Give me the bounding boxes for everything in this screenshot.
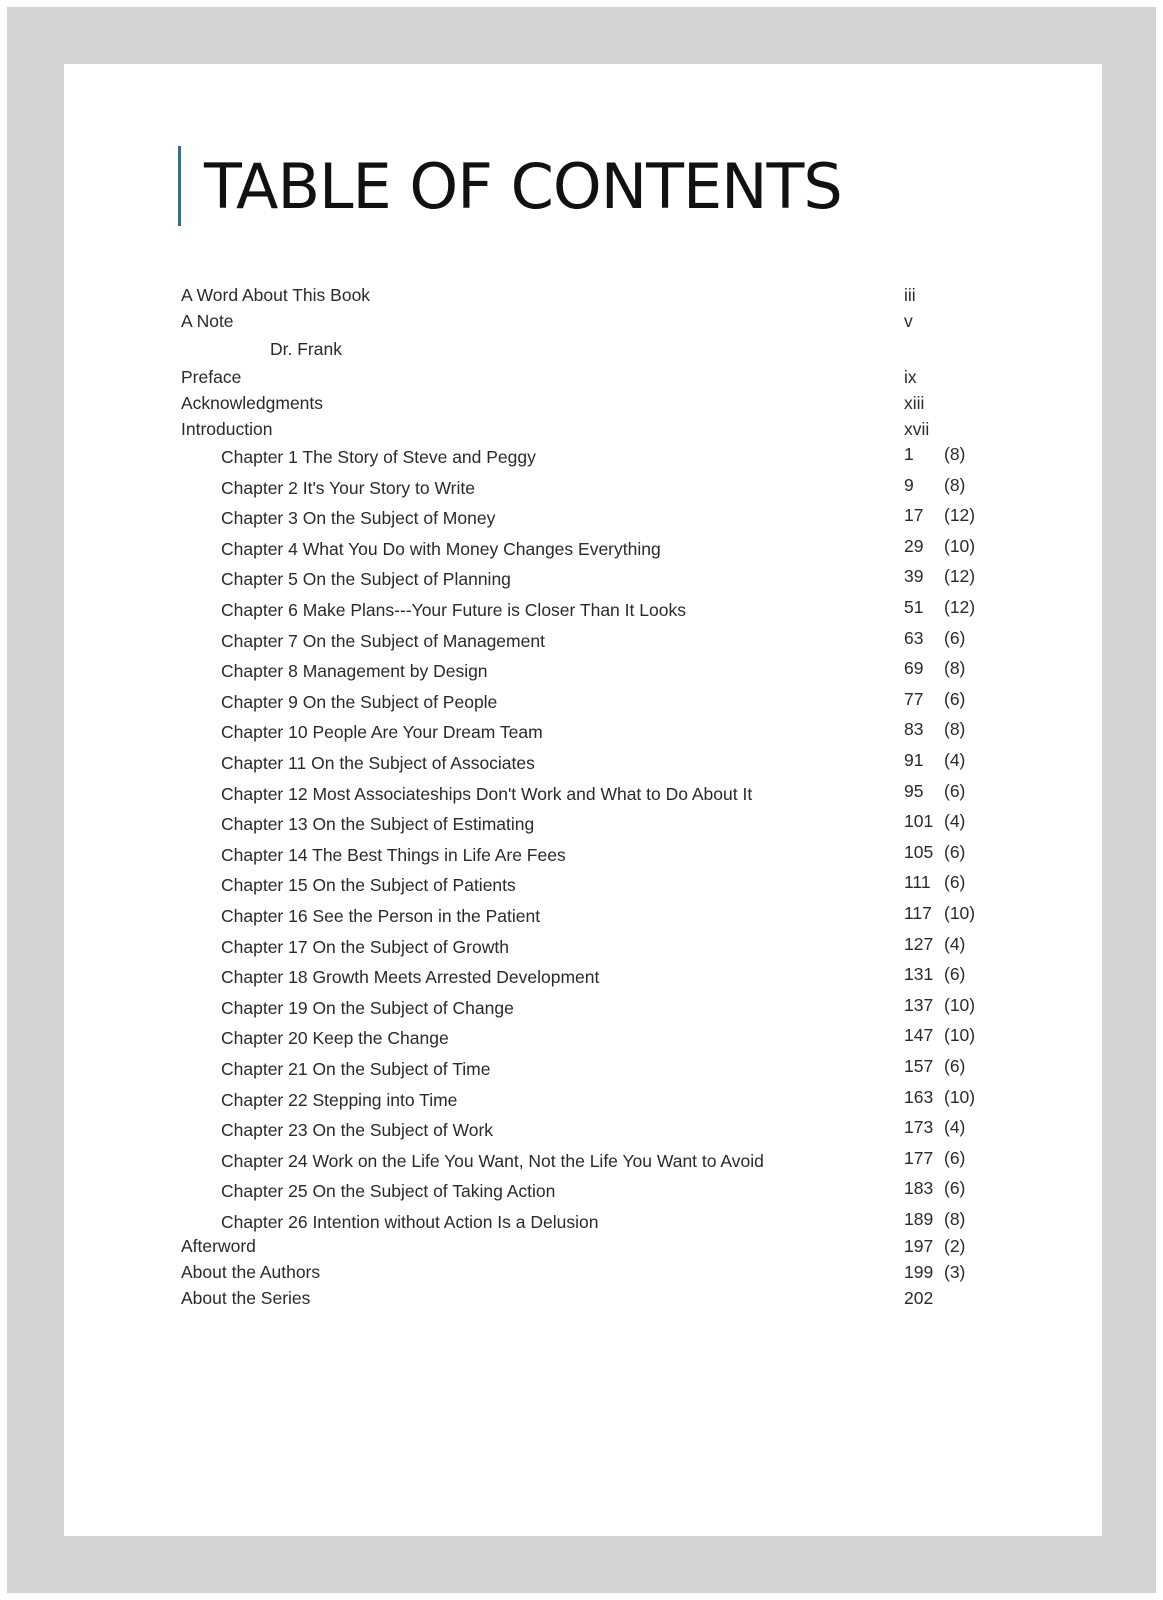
- toc-entry-page-count: (4): [944, 1117, 966, 1137]
- toc-entry[interactable]: [64, 1233, 1102, 1259]
- toc-entry[interactable]: [64, 717, 1102, 743]
- toc-entry[interactable]: [64, 442, 1102, 468]
- toc-entry-title: Chapter 15 On the Subject of Patients: [221, 875, 516, 895]
- toc-entry-title: Chapter 25 On the Subject of Taking Action: [221, 1181, 556, 1201]
- toc-entry[interactable]: [64, 962, 1102, 988]
- toc-entry-page-number: ix: [904, 367, 917, 387]
- toc-entry[interactable]: [64, 1054, 1102, 1080]
- toc-entry-page-number: 157: [904, 1056, 934, 1076]
- toc-entry-title: A Word About This Book: [181, 285, 371, 305]
- toc-entry-title: A Note: [181, 311, 234, 331]
- toc-entry-page-number: 83: [904, 719, 924, 739]
- toc-entry-page-count: (6): [944, 842, 966, 862]
- toc-entry-page-number: 91: [904, 750, 924, 770]
- toc-entry[interactable]: [64, 870, 1102, 896]
- toc-entry-page-number: 173: [904, 1117, 934, 1137]
- toc-entry[interactable]: [64, 1023, 1102, 1049]
- toc-entry-page-number: 163: [904, 1087, 934, 1107]
- toc-entry-page-number: 137: [904, 995, 934, 1015]
- toc-entry-page-number: 131: [904, 964, 934, 984]
- toc-entry[interactable]: [64, 656, 1102, 682]
- toc-entry-title: Chapter 12 Most Associateships Don't Work and What to Do About It: [221, 784, 753, 804]
- toc-entry-page-count: (2): [944, 1236, 966, 1256]
- page-title: TABLE OF CONTENTS: [204, 150, 842, 223]
- document-page: [64, 64, 1102, 1536]
- toc-entry-page-number: 95: [904, 781, 924, 801]
- toc-entry-page-number: 77: [904, 689, 924, 709]
- toc-entry-page-count: (6): [944, 1148, 966, 1168]
- toc-entry-page-number: 117: [904, 903, 932, 923]
- toc-entry-page-count: (6): [944, 1178, 966, 1198]
- toc-entry-page-number: 202: [904, 1288, 934, 1308]
- toc-entry[interactable]: [64, 779, 1102, 805]
- toc-entry-page-count: (8): [944, 719, 966, 739]
- toc-entry[interactable]: [64, 595, 1102, 621]
- toc-entry-title: Chapter 1 The Story of Steve and Peggy: [221, 447, 536, 467]
- toc-entry-page-number: 127: [904, 934, 934, 954]
- toc-entry-page-count: (6): [944, 964, 966, 984]
- toc-entry[interactable]: [64, 809, 1102, 835]
- toc-entry-page-number: 183: [904, 1178, 934, 1198]
- toc-entry[interactable]: [64, 1146, 1102, 1172]
- toc-entry[interactable]: [64, 503, 1102, 529]
- toc-entry-page-number: 9: [904, 475, 914, 495]
- toc-entry-page-count: (4): [944, 811, 966, 831]
- toc-entry-title: About the Authors: [181, 1262, 321, 1282]
- toc-entry[interactable]: [64, 564, 1102, 590]
- toc-entry[interactable]: [64, 687, 1102, 713]
- toc-entry-title: Chapter 8 Management by Design: [221, 661, 488, 681]
- toc-entry-title: Chapter 22 Stepping into Time: [221, 1090, 458, 1110]
- toc-entry[interactable]: [64, 390, 1102, 416]
- toc-entry-page-count: (3): [944, 1262, 966, 1282]
- toc-entry[interactable]: [64, 416, 1102, 442]
- toc-entry-page-number: 1: [904, 444, 914, 464]
- toc-entry-page-number: 147: [904, 1025, 934, 1045]
- title-accent-bar: [178, 146, 181, 226]
- toc-entry[interactable]: [64, 1085, 1102, 1111]
- toc-entry-page-number: v: [904, 311, 913, 331]
- toc-entry-page-number: iii: [904, 285, 916, 305]
- toc-entry-page-count: (10): [944, 1025, 976, 1045]
- toc-entry-page-count: (6): [944, 689, 966, 709]
- toc-entry-title: Chapter 7 On the Subject of Management: [221, 631, 545, 651]
- toc-entry-title: Dr. Frank: [270, 339, 342, 359]
- toc-entry-page-count: (6): [944, 628, 966, 648]
- toc-entry-page-count: (10): [944, 903, 976, 923]
- toc-entry-page-number: 17: [904, 505, 924, 525]
- toc-entry[interactable]: [64, 932, 1102, 958]
- toc-entry-page-number: xvii: [904, 419, 930, 439]
- toc-entry-page-number: 63: [904, 628, 924, 648]
- toc-entry-page-count: (4): [944, 750, 966, 770]
- toc-entry[interactable]: [64, 308, 1102, 334]
- toc-entry-title: Chapter 16 See the Person in the Patient: [221, 906, 541, 926]
- toc-entry-title: Chapter 13 On the Subject of Estimating: [221, 814, 535, 834]
- toc-entry-page-number: 189: [904, 1209, 934, 1229]
- toc-entry-page-count: (12): [944, 566, 976, 586]
- toc-entry-title: Chapter 10 People Are Your Dream Team: [221, 722, 543, 742]
- toc-entry-title: Chapter 26 Intention without Action Is a Delusion: [221, 1212, 599, 1232]
- toc-entry-page-count: (8): [944, 444, 966, 464]
- toc-entry-page-number: 69: [904, 658, 924, 678]
- toc-entry-page-number: 39: [904, 566, 924, 586]
- toc-entry[interactable]: [64, 282, 1102, 308]
- toc-entry-page-count: (10): [944, 1087, 976, 1107]
- toc-entry-page-number: xiii: [904, 393, 925, 413]
- toc-entry-title: Chapter 24 Work on the Life You Want, Not the Life You Want to Avoid: [221, 1151, 764, 1171]
- toc-entry-title: Chapter 4 What You Do with Money Changes Everything: [221, 539, 661, 559]
- toc-entry-page-count: (12): [944, 597, 976, 617]
- toc-entry-page-number: 177: [904, 1148, 934, 1168]
- toc-entry-page-number: 197: [904, 1236, 934, 1256]
- toc-entry-page-number: 111: [904, 872, 931, 892]
- toc-entry-title: Chapter 20 Keep the Change: [221, 1028, 449, 1048]
- toc-entry-title: Chapter 17 On the Subject of Growth: [221, 937, 509, 957]
- toc-entry[interactable]: [64, 1259, 1102, 1285]
- toc-entry-title: Chapter 9 On the Subject of People: [221, 692, 498, 712]
- toc-entry[interactable]: [64, 1207, 1102, 1233]
- toc-entry-page-count: (12): [944, 505, 976, 525]
- toc-entry-page-count: (8): [944, 1209, 966, 1229]
- toc-entry[interactable]: [64, 364, 1102, 390]
- toc-entry[interactable]: [64, 901, 1102, 927]
- toc-entry[interactable]: [64, 993, 1102, 1019]
- toc-entry-page-number: 105: [904, 842, 934, 862]
- toc-entry-title: Chapter 19 On the Subject of Change: [221, 998, 514, 1018]
- toc-entry[interactable]: [64, 748, 1102, 774]
- toc-entry-title: Preface: [181, 367, 242, 387]
- toc-entry[interactable]: [64, 336, 1102, 362]
- toc-entry-page-count: (6): [944, 781, 966, 801]
- toc-entry[interactable]: [64, 473, 1102, 499]
- toc-entry-title: Chapter 3 On the Subject of Money: [221, 508, 496, 528]
- toc-entry-title: Chapter 5 On the Subject of Planning: [221, 569, 511, 589]
- toc-entry-title: Chapter 6 Make Plans---Your Future is Closer Than It Looks: [221, 600, 686, 620]
- toc-entry-title: Afterword: [181, 1236, 256, 1256]
- toc-entry-title: Chapter 21 On the Subject of Time: [221, 1059, 491, 1079]
- toc-entry[interactable]: [64, 1115, 1102, 1141]
- toc-entry-page-count: (8): [944, 475, 966, 495]
- toc-entry-title: Chapter 2 It's Your Story to Write: [221, 478, 475, 498]
- toc-entry-page-number: 199: [904, 1262, 934, 1282]
- toc-entry-page-number: 51: [904, 597, 924, 617]
- toc-entry-title: Chapter 18 Growth Meets Arrested Development: [221, 967, 600, 987]
- toc-entry-title: Chapter 14 The Best Things in Life Are Fees: [221, 845, 566, 865]
- toc-entry-title: Introduction: [181, 419, 273, 439]
- toc-entry-page-count: (6): [944, 872, 966, 892]
- toc-entry-page-number: 101: [904, 811, 934, 831]
- toc-entry[interactable]: [64, 1176, 1102, 1202]
- toc-entry-page-count: (8): [944, 658, 966, 678]
- toc-entry-page-number: 29: [904, 536, 924, 556]
- toc-entry-page-count: (10): [944, 995, 976, 1015]
- toc-entry[interactable]: [64, 626, 1102, 652]
- toc-entry-title: About the Series: [181, 1288, 311, 1308]
- toc-entry-title: Chapter 23 On the Subject of Work: [221, 1120, 494, 1140]
- toc-entry[interactable]: [64, 840, 1102, 866]
- toc-entry-title: Chapter 11 On the Subject of Associates: [221, 753, 535, 773]
- toc-entry-page-count: (10): [944, 536, 976, 556]
- toc-entry[interactable]: [64, 534, 1102, 560]
- toc-entry-page-count: (6): [944, 1056, 966, 1076]
- toc-entry[interactable]: [64, 1285, 1102, 1311]
- toc-entry-page-count: (4): [944, 934, 966, 954]
- toc-entry-title: Acknowledgments: [181, 393, 324, 413]
